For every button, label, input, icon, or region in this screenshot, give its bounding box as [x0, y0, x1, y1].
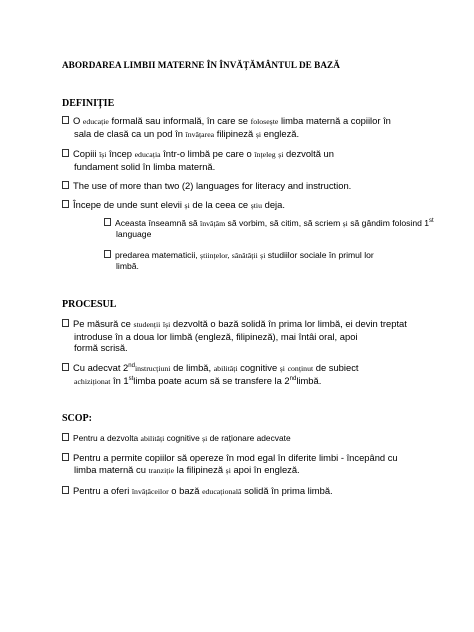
definitie-subbullet-1: Aceasta înseamnă să învățăm să vorbim, să citim, să scriem și să gândim folosind 1st language: [104, 218, 449, 240]
scop-bullet-2: Pentru a permite copiilor să opereze în mod egal în diferite limbi - începând cu limba maternă cu tranziție la filipineză și apoi în engleză.: [62, 452, 442, 476]
procesul-bullet-1: Pe măsură ce studenții își dezvoltă o bază solidă în prima lor limbă, ei devin treptat introduse în a doua lor limbă (engleză, filipineză), mai întâi oral, apoi formă scrisă.: [62, 318, 442, 354]
document-title: ABORDAREA LIMBII MATERNE ÎN ÎNVĂȚĂMÂNTUL DE BAZĂ: [62, 60, 340, 70]
definitie-bullet-2: Copiii își încep educația într-o limbă pe care o înțeleg și dezvoltă un fundament solid în limba maternă.: [62, 148, 442, 172]
bullet-box-icon: [62, 181, 69, 189]
scop-bullet-1: Pentru a dezvolta abilități cognitive și de raționare adecvate: [62, 432, 442, 445]
definitie-bullet-4: Începe de unde sunt elevii și de la ceea ce știu deja.: [62, 199, 442, 212]
bullet-box-icon: [62, 319, 69, 327]
section-heading-procesul: PROCESUL: [62, 299, 117, 310]
definitie-subbullet-2: predarea matematicii, științelor, sănătății și studiilor sociale în primul lor limbă.: [104, 250, 449, 272]
bullet-box-icon: [62, 200, 69, 208]
bullet-box-icon: [62, 116, 69, 124]
bullet-box-icon: [62, 433, 69, 441]
section-heading-scop: SCOP:: [62, 413, 92, 424]
definitie-bullet-1: O educație formală sau informală, în care se folosește limba maternă a copiilor în sala de clasă ca un pod în învățarea filipineză și engleză.: [62, 115, 442, 140]
section-heading-definitie: DEFINIȚIE: [62, 98, 115, 109]
definitie-bullet-3: The use of more than two (2) languages for literacy and instruction.: [62, 180, 442, 192]
bullet-box-icon: [62, 453, 69, 461]
scop-bullet-3: Pentru a oferi învățăceilor o bază educațională solidă în prima limbă.: [62, 485, 442, 498]
bullet-box-icon: [104, 218, 111, 226]
bullet-box-icon: [62, 149, 69, 157]
procesul-bullet-2: Cu adecvat 2ndinstrucțiuni de limbă, abilități cognitive și conținut de subiect achiziționat în 1stlimba poate acum să se transfere la 2ndlimbă.: [62, 362, 442, 387]
bullet-box-icon: [62, 363, 69, 371]
bullet-box-icon: [104, 250, 111, 258]
bullet-box-icon: [62, 486, 69, 494]
